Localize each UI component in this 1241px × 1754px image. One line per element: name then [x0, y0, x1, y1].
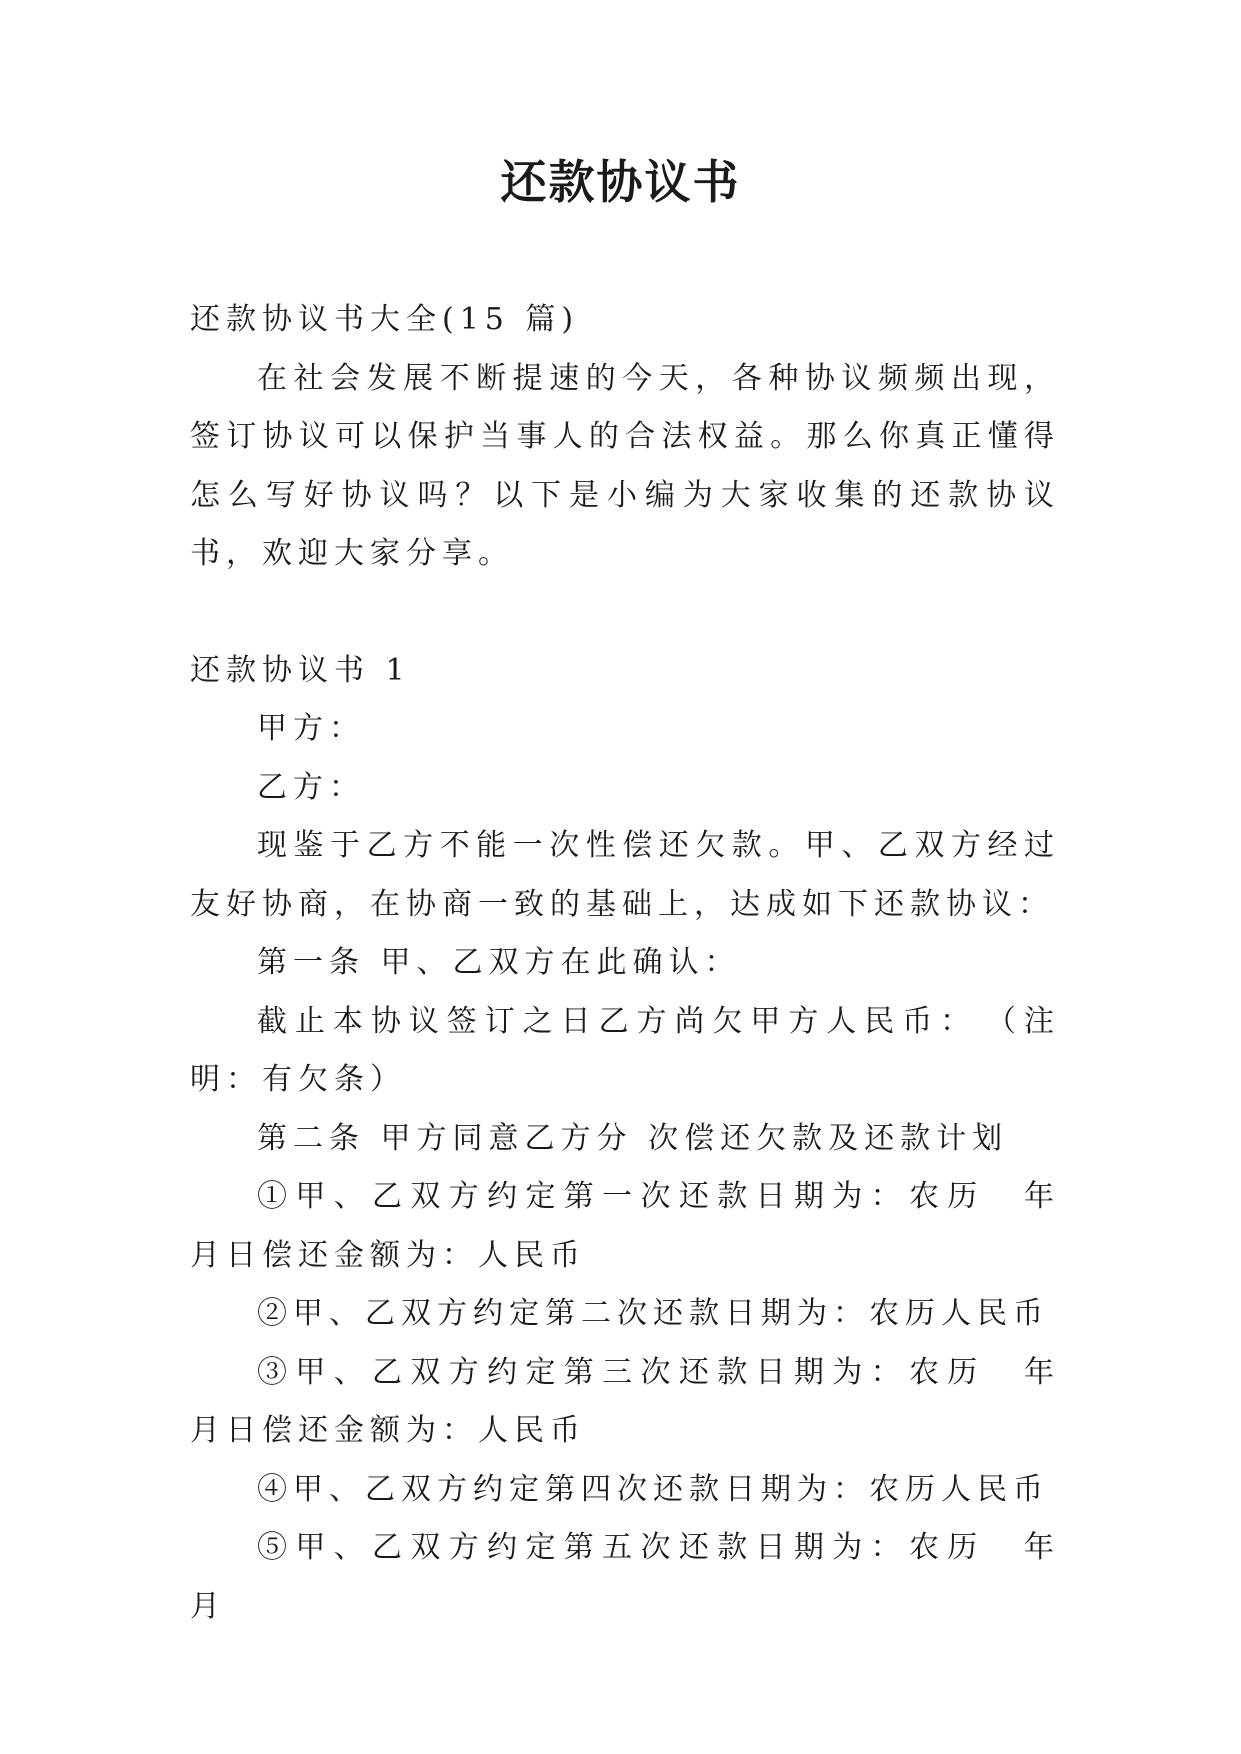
paragraph-gap — [190, 584, 1060, 642]
repayment-item-2: ②甲、乙双方约定第二次还款日期为：农历人民币 — [257, 1296, 1049, 1331]
article-1-heading: 第一条 甲、乙双方在此确认： — [257, 945, 741, 980]
party-b-line: 乙方： — [257, 769, 365, 805]
document-body — [190, 291, 1096, 1636]
section-heading: 还款协议书 1 — [190, 652, 411, 688]
document-subtitle: 还款协议书大全(15 篇) — [190, 302, 580, 337]
document-title: 还款协议书 — [500, 155, 741, 209]
preamble-paragraph: 现鉴于乙方不能一次性偿还欠款。甲、乙双方经过友好协商，在协商一致的基础上，达成如下还款协议： — [190, 828, 1060, 922]
article-2-heading: 第二条 甲方同意乙方分 次偿还欠款及还款计划 — [257, 1120, 1009, 1156]
repayment-item-5: ⑤甲、乙双方约定第五次还款日期为：农历 年 月 — [190, 1530, 1096, 1624]
article-1-text: 截止本协议签订之日乙方尚欠甲方人民币： （注明：有欠条） — [190, 1003, 1060, 1097]
repayment-item-3: ③甲、乙双方约定第三次还款日期为：农历 年 月日偿还金额为：人民币 — [190, 1354, 1096, 1448]
party-a-line: 甲方： — [257, 711, 365, 746]
intro-paragraph: 在社会发展不断提速的今天，各种协议频频出现，签订协议可以保护当事人的合法权益。那么你真正懂得怎么写好协议吗？以下是小编为大家收集的还款协议书，欢迎大家分享。 — [190, 360, 1060, 571]
repayment-item-4: ④甲、乙双方约定第四次还款日期为：农历人民币 — [257, 1471, 1049, 1507]
repayment-item-1: ①甲、乙双方约定第一次还款日期为：农历 年 月日偿还金额为：人民币 — [190, 1179, 1096, 1273]
